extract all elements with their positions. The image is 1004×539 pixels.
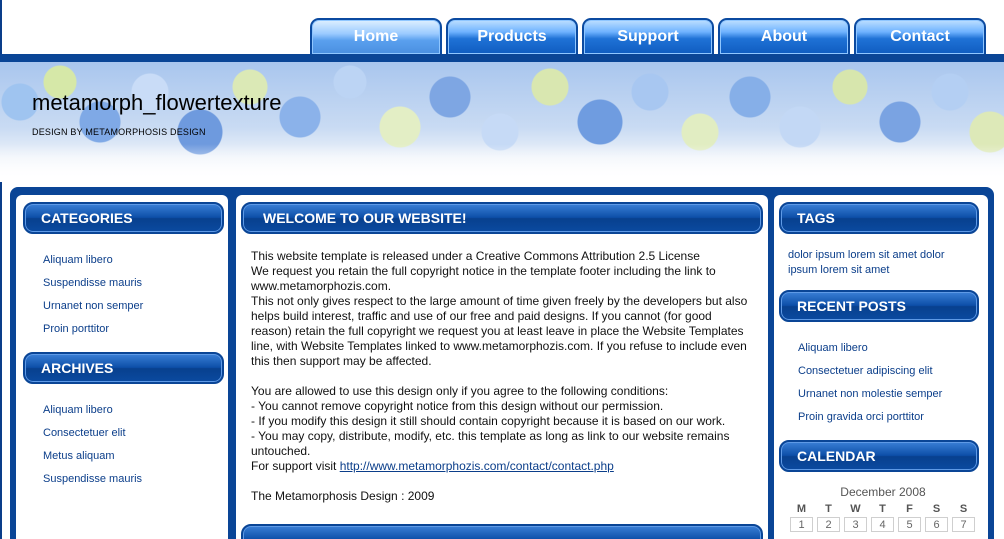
tab-contact[interactable] [854,18,986,54]
tab-about-label: About [760,28,808,45]
archive-link[interactable]: Suspendisse mauris [43,473,143,485]
header-fade [0,144,1004,182]
site-subtitle: DESIGN BY METAMORPHOSIS DESIGN [32,127,206,137]
tab-support-label: Support [617,28,679,45]
site-title: metamorph_flowertexture [32,90,282,115]
footer-credit: The Metamorphosis Design : 2009 [251,489,435,503]
recent-posts-list [798,341,942,433]
recent-post-link[interactable]: Aliquam libero [798,342,868,354]
welcome-heading [241,202,763,234]
tab-support[interactable] [582,18,714,54]
weekday-label: S [932,503,941,515]
tab-contact-label: Contact [890,28,950,45]
tab-products-label: Products [477,28,547,45]
second-post-heading [241,524,763,539]
calendar-month: December 2008 [840,485,926,499]
header-top-bar [0,54,1004,62]
recent-post-link[interactable]: Consectetuer adipiscing elit [798,365,933,377]
category-link[interactable]: Aliquam libero [43,254,113,266]
category-link[interactable]: Urnanet non semper [43,300,144,312]
archives-list [43,403,142,495]
archive-link[interactable]: Aliquam libero [43,404,113,416]
weekday-label: T [825,503,832,515]
calendar-heading [779,440,979,472]
categories-heading [23,202,224,234]
archives-title: ARCHIVES [41,360,114,376]
header-banner [0,62,1004,182]
calendar-week [790,517,976,532]
condition-1: - You cannot remove copyright notice from this design without our permission. [251,399,664,413]
archive-link[interactable]: Metus aliquam [43,450,115,462]
categories-title: CATEGORIES [41,210,133,226]
calendar-day[interactable]: 5 [898,517,921,532]
tab-about[interactable] [718,18,850,54]
welcome-content [251,249,751,504]
recent-posts-title: RECENT POSTS [797,298,906,314]
recent-posts-heading [779,290,979,322]
condition-2: - If you modify this design it still should contain copyright because it is based on our work. [251,414,726,428]
calendar-title: CALENDAR [797,448,876,464]
calendar-day[interactable]: 7 [952,517,975,532]
category-link[interactable]: Proin porttitor [43,323,110,335]
welcome-title: WELCOME TO OUR WEBSITE! [263,210,467,226]
conditions-intro: You are allowed to use this design only if you agree to the following conditions: [251,384,669,398]
tags-heading [779,202,979,234]
license-line: This website template is released under a Creative Commons Attribution 2.5 License [251,249,700,263]
categories-list [43,253,143,345]
respect-paragraph: This not only gives respect to the large amount of time given freely by the developers but also helps build interest, traffic and use of our free and paid designs. If you cannot (for good reason) retain the full copyright we request you at least leave in place the Website Templates line, with Website Templates linked to www.metamorphozis.com. If you refuse to include even this then support may be affected. [251,294,748,368]
archive-link[interactable]: Consectetuer elit [43,427,126,439]
weekday-label: T [879,503,886,515]
calendar [790,485,976,532]
tags-title: TAGS [797,210,835,226]
weekday-label: F [906,503,913,515]
archives-heading [23,352,224,384]
calendar-day[interactable]: 2 [817,517,840,532]
weekday-label: W [850,503,861,515]
recent-post-link[interactable]: Urnanet non molestie semper [798,388,943,400]
tab-home[interactable] [310,18,442,54]
category-link[interactable]: Suspendisse mauris [43,277,143,289]
tab-home-label: Home [353,28,399,45]
condition-3: - You may copy, distribute, modify, etc. this template as long as link to our website remains untouched. [251,429,730,458]
calendar-day[interactable]: 6 [925,517,948,532]
tab-products[interactable] [446,18,578,54]
request-paragraph: We request you retain the full copyright notice in the template footer including the link to www.metamorphozis.com. [251,264,716,293]
calendar-day[interactable]: 4 [871,517,894,532]
calendar-day[interactable]: 1 [790,517,813,532]
support-label: For support visit [251,459,340,473]
support-line [251,459,751,474]
weekday-label: S [959,503,968,515]
calendar-weekdays [790,503,976,515]
support-link[interactable]: http://www.metamorphozis.com/contact/contact.php [339,459,614,473]
weekday-label: M [796,503,807,515]
recent-post-link[interactable]: Proin gravida orci porttitor [798,411,924,423]
calendar-day[interactable]: 3 [844,517,867,532]
tag-cloud[interactable]: dolor ipsum lorem sit amet dolor ipsum lorem sit amet [788,249,945,276]
